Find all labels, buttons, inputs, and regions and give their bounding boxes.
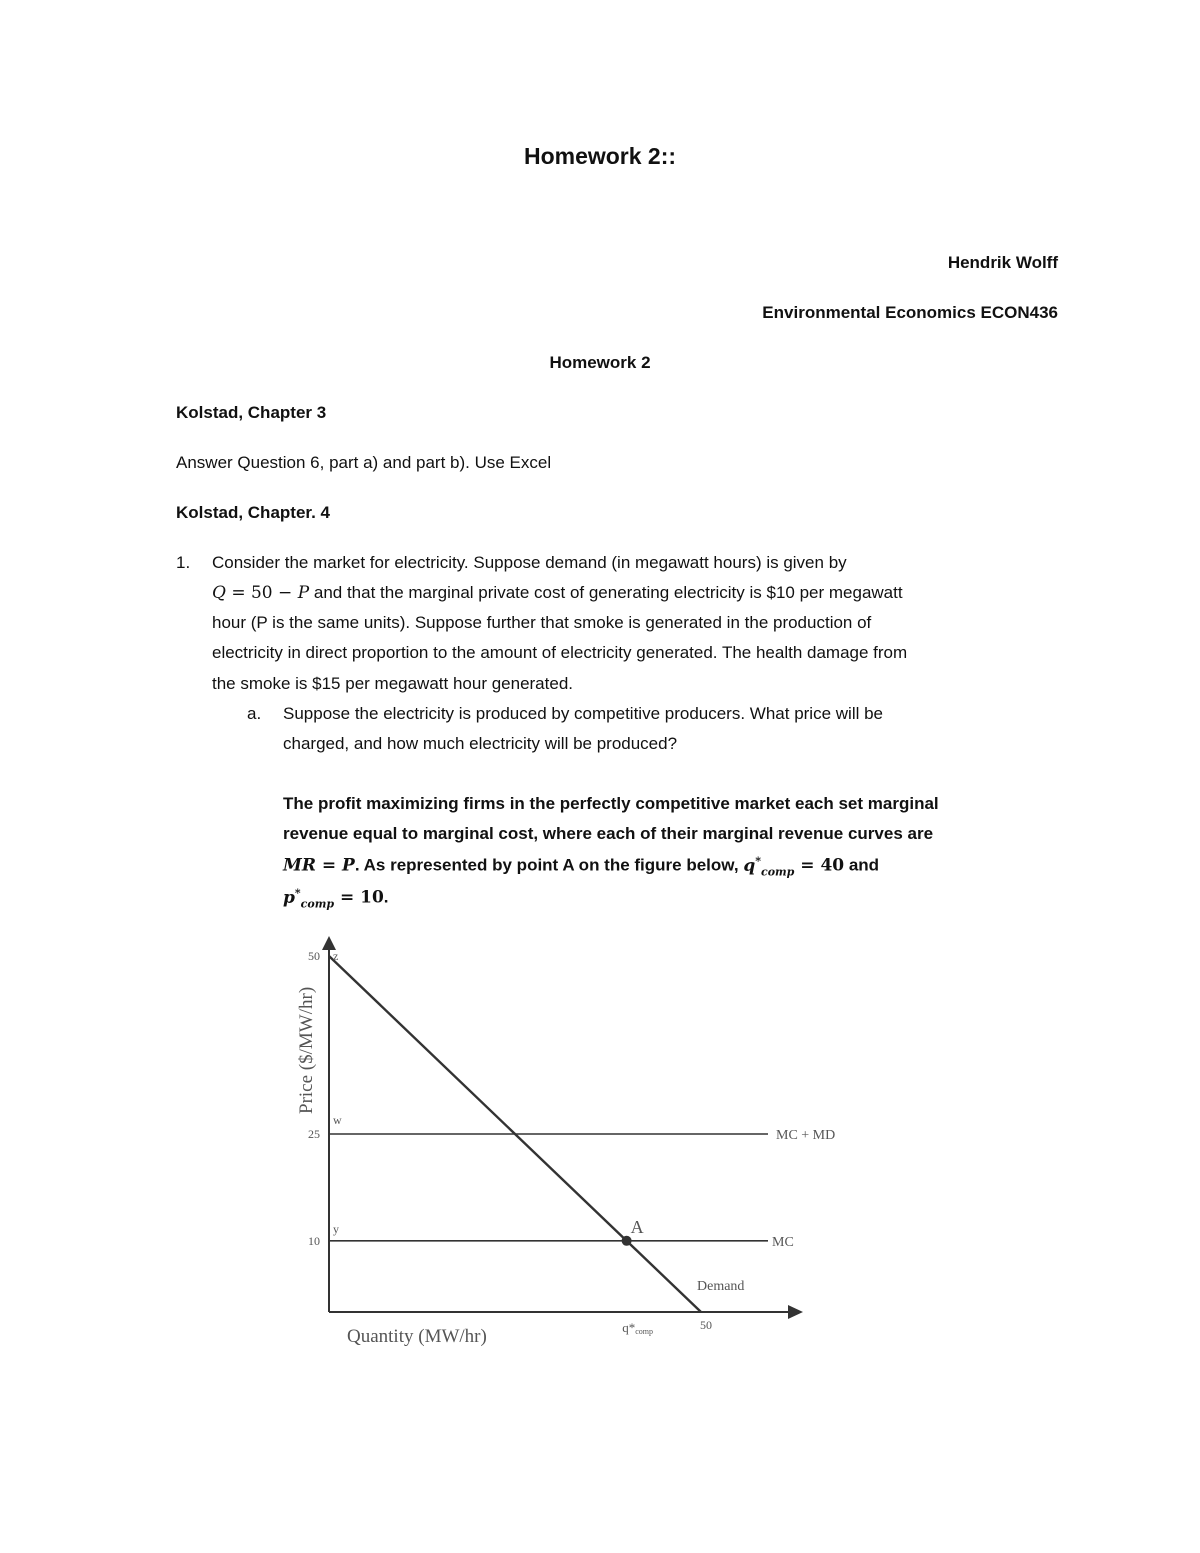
question-line-2-rest: and that the marginal private cost of generating electricity is $10 per megawatt bbox=[309, 583, 903, 602]
eq-rest: = 50 − bbox=[225, 583, 298, 603]
eq-q: Q bbox=[212, 583, 226, 603]
point-a-marker bbox=[622, 1236, 632, 1246]
answer-end: . bbox=[383, 887, 389, 907]
section-heading-chapter4: Kolstad, Chapter. 4 bbox=[176, 503, 330, 522]
eq-q-comp: $q^*_{comp}$ bbox=[743, 854, 795, 879]
answer-line-1: The profit maximizing firms in the perfectly competitive market each set marginal bbox=[283, 794, 939, 813]
x-axis-arrow bbox=[788, 1305, 803, 1319]
question-number: 1. bbox=[176, 553, 191, 572]
eq-p-value: = 10 bbox=[334, 887, 384, 908]
section-heading-chapter3: Kolstad, Chapter 3 bbox=[176, 403, 327, 422]
author-name: Hendrik Wolff bbox=[947, 253, 1058, 272]
subquestion-label: a. bbox=[247, 704, 262, 723]
point-a-label: A bbox=[630, 1216, 644, 1237]
subtitle: Homework 2 bbox=[549, 353, 651, 372]
y-axis-label: Price ($/MW/hr) bbox=[296, 986, 317, 1114]
eq-mr: MR = P bbox=[283, 855, 355, 876]
question-line-3: hour (P is the same units). Suppose further that smoke is generated in the production of bbox=[212, 613, 872, 632]
x-tick-50: 50 bbox=[700, 1318, 712, 1332]
answer-line-2: revenue equal to marginal cost, where each of their marginal revenue curves are bbox=[283, 824, 934, 843]
subquestion-line-2: charged, and how much electricity will be produced? bbox=[283, 734, 678, 753]
question-line-5: the smoke is $15 per megawatt hour generated. bbox=[212, 674, 573, 693]
q-star-label: q*comp bbox=[622, 1320, 653, 1336]
y-axis-arrow bbox=[322, 936, 336, 950]
eq-q-value: = 40 bbox=[794, 855, 845, 876]
eq-p-comp: $p^*_{comp}$ bbox=[283, 886, 335, 911]
point-z-label: z bbox=[333, 949, 339, 963]
y-tick-25: 25 bbox=[308, 1127, 320, 1141]
answer-and: and bbox=[844, 855, 880, 875]
page-title: Homework 2:: bbox=[523, 143, 677, 169]
question-line-1: Consider the market for electricity. Suppose demand (in megawatt hours) is given by bbox=[212, 553, 847, 572]
x-axis-label: Quantity (MW/hr) bbox=[347, 1326, 487, 1347]
demand-label: Demand bbox=[697, 1279, 745, 1294]
mc-label: MC bbox=[772, 1234, 794, 1250]
answer-line-3-mid: . As represented by point A on the figure below, bbox=[354, 855, 744, 875]
y-tick-10: 10 bbox=[308, 1233, 320, 1248]
mc-md-label: MC + MD bbox=[776, 1128, 836, 1143]
point-w-label: w bbox=[333, 1113, 342, 1127]
instruction-text: Answer Question 6, part a) and part b). Use Excel bbox=[176, 453, 552, 472]
question-line-4: electricity in direct proportion to the amount of electricity generated. The health damage from bbox=[212, 643, 908, 662]
subquestion-line-1: Suppose the electricity is produced by competitive producers. What price will be bbox=[283, 704, 884, 723]
y-tick-50: 50 bbox=[308, 949, 320, 963]
eq-p: P bbox=[297, 583, 310, 603]
course-name: Environmental Economics ECON436 bbox=[762, 303, 1058, 322]
point-y-label: y bbox=[333, 1221, 339, 1236]
